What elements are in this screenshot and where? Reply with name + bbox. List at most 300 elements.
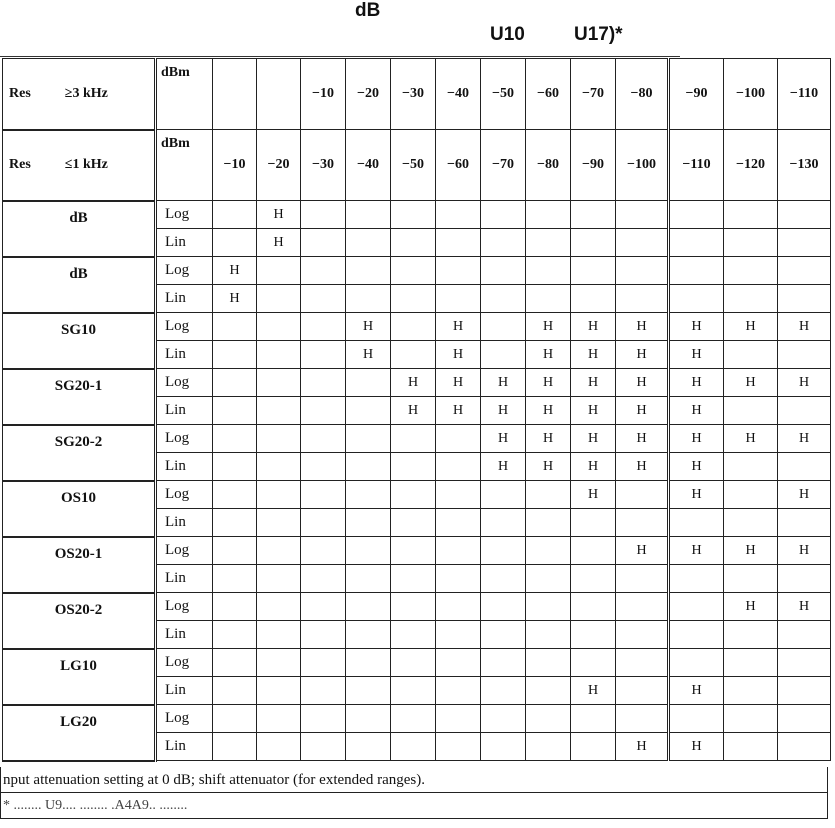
table-cell [346, 733, 391, 761]
row-label: SG10 [3, 313, 156, 369]
table-cell [571, 537, 616, 565]
table-cell [571, 733, 616, 761]
table-cell [346, 593, 391, 621]
table-cell [724, 649, 778, 677]
mode-label: Lin [156, 285, 213, 313]
res-le1-level: −50 [391, 130, 436, 201]
res-le1-row [3, 130, 831, 201]
table-cell [391, 705, 436, 733]
table-cell [391, 649, 436, 677]
table-cell [301, 313, 346, 341]
table-cell [346, 229, 391, 257]
table-cell: H [669, 481, 724, 509]
table-cell [616, 201, 669, 229]
header-u17: U17)* [574, 24, 623, 45]
attenuation-table [2, 58, 831, 762]
table-cell: H [616, 369, 669, 397]
table-cell [213, 425, 257, 453]
table-cell [346, 537, 391, 565]
table-cell [778, 341, 831, 369]
table-cell [436, 733, 481, 761]
res-ge3-res-text: Res [9, 85, 31, 101]
table-cell: H [346, 341, 391, 369]
table-cell [778, 509, 831, 537]
table-cell [213, 537, 257, 565]
table-cell [669, 705, 724, 733]
res-ge3-level: −40 [436, 59, 481, 130]
table-cell [778, 229, 831, 257]
table-cell [213, 509, 257, 537]
table-cell [724, 621, 778, 649]
table-row [3, 649, 831, 677]
table-cell [301, 369, 346, 397]
res-le1-level: −110 [669, 130, 724, 201]
res-ge3-level [257, 59, 301, 130]
table-cell [391, 677, 436, 705]
table-cell [778, 565, 831, 593]
header-db: dB [355, 0, 381, 21]
table-cell [526, 201, 571, 229]
table-cell: H [526, 425, 571, 453]
table-cell: H [571, 677, 616, 705]
table-cell [213, 453, 257, 481]
table-cell: H [526, 341, 571, 369]
top-rule [0, 56, 680, 57]
mode-label: Log [156, 593, 213, 621]
mode-label: Log [156, 313, 213, 341]
table-cell [213, 481, 257, 509]
table-cell [391, 565, 436, 593]
table-cell [257, 593, 301, 621]
table-cell: H [571, 481, 616, 509]
table-cell [616, 649, 669, 677]
table-cell [257, 369, 301, 397]
table-cell [669, 565, 724, 593]
res-le1-level: −60 [436, 130, 481, 201]
footnote-u9: * ........ U9.... ........ .A4A9.. ........ [0, 793, 828, 819]
table-cell [526, 649, 571, 677]
table-cell [436, 565, 481, 593]
table-cell [301, 509, 346, 537]
res-le1-level: −120 [724, 130, 778, 201]
table-cell [391, 537, 436, 565]
table-cell [391, 593, 436, 621]
table-cell [526, 229, 571, 257]
table-cell [616, 565, 669, 593]
table-cell: H [481, 425, 526, 453]
table-row [3, 369, 831, 397]
table-cell [257, 257, 301, 285]
table-cell [778, 397, 831, 425]
table-cell [481, 705, 526, 733]
table-cell [436, 649, 481, 677]
table-cell: H [778, 313, 831, 341]
res-le1-res-text: Res [9, 157, 31, 172]
table-cell: H [346, 313, 391, 341]
table-row [3, 425, 831, 453]
table-cell [436, 257, 481, 285]
table-cell: H [481, 397, 526, 425]
table-cell: H [391, 397, 436, 425]
table-cell [301, 565, 346, 593]
table-cell [391, 257, 436, 285]
res-ge3-row [3, 59, 831, 130]
row-label: SG20-1 [3, 369, 156, 425]
table-cell: H [571, 313, 616, 341]
table-cell [616, 677, 669, 705]
table-cell [257, 425, 301, 453]
table-cell: H [724, 593, 778, 621]
table-cell [526, 593, 571, 621]
table-cell: H [436, 369, 481, 397]
table-cell [481, 313, 526, 341]
table-cell [571, 229, 616, 257]
table-cell: H [571, 453, 616, 481]
table-cell: H [669, 677, 724, 705]
mode-label: Lin [156, 397, 213, 425]
table-cell: H [669, 453, 724, 481]
table-cell [436, 677, 481, 705]
table-cell: H [616, 425, 669, 453]
mode-label: Lin [156, 229, 213, 257]
table-cell [481, 621, 526, 649]
table-cell [257, 313, 301, 341]
table-cell [257, 705, 301, 733]
table-cell [481, 509, 526, 537]
res-ge3-level: −90 [669, 59, 724, 130]
table-cell [778, 257, 831, 285]
table-cell [213, 593, 257, 621]
res-le1-level: −130 [778, 130, 831, 201]
table-cell [571, 621, 616, 649]
row-label: LG20 [3, 705, 156, 761]
table-cell [526, 705, 571, 733]
table-cell [346, 565, 391, 593]
table-cell [213, 201, 257, 229]
table-cell: H [436, 397, 481, 425]
table-cell [346, 621, 391, 649]
table-cell [436, 481, 481, 509]
table-cell [301, 285, 346, 313]
table-row [3, 705, 831, 733]
table-cell [257, 537, 301, 565]
table-cell [346, 453, 391, 481]
res-le1-level: −30 [301, 130, 346, 201]
table-cell [213, 733, 257, 761]
table-cell [301, 593, 346, 621]
table-row [3, 481, 831, 509]
table-cell [526, 733, 571, 761]
table-cell [526, 285, 571, 313]
mode-label: Log [156, 705, 213, 733]
table-cell: H [616, 313, 669, 341]
table-cell [724, 733, 778, 761]
table-cell [436, 705, 481, 733]
res-le1-unit: dBm [156, 130, 213, 201]
mode-label: Lin [156, 621, 213, 649]
res-ge3-level: −80 [616, 59, 669, 130]
table-cell [481, 285, 526, 313]
table-cell [436, 593, 481, 621]
table-cell [616, 229, 669, 257]
table-cell [257, 453, 301, 481]
table-cell [213, 397, 257, 425]
res-ge3-label [3, 59, 156, 130]
table-cell [257, 621, 301, 649]
mode-label: Lin [156, 341, 213, 369]
table-cell [481, 201, 526, 229]
table-cell [301, 537, 346, 565]
table-cell [301, 677, 346, 705]
table-cell [669, 621, 724, 649]
res-le1-level: −20 [257, 130, 301, 201]
table-cell [257, 509, 301, 537]
table-cell [778, 621, 831, 649]
table-cell [778, 285, 831, 313]
res-ge3-level: −70 [571, 59, 616, 130]
table-cell [616, 621, 669, 649]
mode-label: Log [156, 201, 213, 229]
table-cell [257, 481, 301, 509]
table-cell: H [778, 369, 831, 397]
table-cell [616, 481, 669, 509]
table-cell [724, 677, 778, 705]
table-row [3, 313, 831, 341]
table-cell [724, 509, 778, 537]
table-cell [391, 285, 436, 313]
table-cell [481, 733, 526, 761]
table-row [3, 201, 831, 229]
table-cell [391, 201, 436, 229]
table-cell [481, 593, 526, 621]
table-cell [481, 341, 526, 369]
res-ge3-level [213, 59, 257, 130]
mode-label: Log [156, 649, 213, 677]
table-cell [301, 341, 346, 369]
table-cell [481, 537, 526, 565]
table-cell: H [526, 313, 571, 341]
table-cell [526, 677, 571, 705]
table-cell [436, 201, 481, 229]
table-cell [778, 733, 831, 761]
table-cell [346, 649, 391, 677]
table-cell [724, 201, 778, 229]
res-le1-level: −80 [526, 130, 571, 201]
res-ge3-bandwidth: ≥3 kHz [64, 85, 108, 101]
res-ge3-level: −110 [778, 59, 831, 130]
res-ge3-level: −60 [526, 59, 571, 130]
table-cell: H [669, 397, 724, 425]
table-cell [669, 593, 724, 621]
table-cell [669, 649, 724, 677]
table-cell: H [391, 369, 436, 397]
table-cell: H [669, 537, 724, 565]
table-cell: H [669, 313, 724, 341]
table-cell: H [724, 425, 778, 453]
table-row [3, 593, 831, 621]
table-cell [571, 649, 616, 677]
table-cell [724, 481, 778, 509]
table-cell [616, 285, 669, 313]
table-cell [436, 285, 481, 313]
table-cell [436, 509, 481, 537]
row-label: dB [3, 257, 156, 313]
table-cell [213, 649, 257, 677]
table-cell: H [724, 537, 778, 565]
table-cell: H [616, 453, 669, 481]
table-cell [301, 397, 346, 425]
table-cell [436, 229, 481, 257]
table-cell [669, 257, 724, 285]
footnote-attenuation: nput attenuation setting at 0 dB; shift attenuator (for extended ranges). [0, 767, 828, 793]
table-cell [724, 453, 778, 481]
table-cell: H [724, 313, 778, 341]
table-cell [778, 649, 831, 677]
table-cell [436, 537, 481, 565]
table-cell: H [616, 397, 669, 425]
table-cell [391, 313, 436, 341]
table-cell [571, 593, 616, 621]
table-cell: H [571, 341, 616, 369]
res-ge3-level: −20 [346, 59, 391, 130]
table-cell: H [778, 425, 831, 453]
table-row [3, 257, 831, 285]
table-cell [481, 481, 526, 509]
row-label: OS20-1 [3, 537, 156, 593]
table-cell [213, 621, 257, 649]
table-cell [391, 425, 436, 453]
table-cell: H [571, 397, 616, 425]
table-cell [257, 397, 301, 425]
table-cell [724, 341, 778, 369]
table-cell: H [669, 341, 724, 369]
table-cell [526, 621, 571, 649]
row-label: OS20-2 [3, 593, 156, 649]
table-cell [346, 677, 391, 705]
table-cell [724, 229, 778, 257]
table-cell: H [436, 313, 481, 341]
table-cell [391, 509, 436, 537]
table-cell [436, 453, 481, 481]
table-cell [571, 257, 616, 285]
table-cell [526, 565, 571, 593]
row-label: dB [3, 201, 156, 257]
table-cell: H [616, 537, 669, 565]
mode-label: Log [156, 425, 213, 453]
table-cell [571, 565, 616, 593]
table-cell: H [526, 397, 571, 425]
table-cell: H [213, 257, 257, 285]
table-cell [346, 257, 391, 285]
table-cell: H [257, 201, 301, 229]
table-cell [346, 397, 391, 425]
table-cell [571, 509, 616, 537]
table-cell [436, 621, 481, 649]
table-cell [257, 649, 301, 677]
table-cell [616, 509, 669, 537]
table-cell [481, 677, 526, 705]
table-cell [669, 229, 724, 257]
res-le1-level: −100 [616, 130, 669, 201]
table-cell [571, 705, 616, 733]
table-cell [257, 285, 301, 313]
res-le1-level: −10 [213, 130, 257, 201]
table-cell [346, 481, 391, 509]
table-cell [301, 201, 346, 229]
table-cell [301, 425, 346, 453]
table-cell [213, 369, 257, 397]
row-label: SG20-2 [3, 425, 156, 481]
table-cell [526, 537, 571, 565]
table-cell [213, 705, 257, 733]
table-cell: H [669, 425, 724, 453]
table-cell: H [481, 369, 526, 397]
table-cell [724, 285, 778, 313]
table-cell: H [526, 453, 571, 481]
mode-label: Lin [156, 677, 213, 705]
table-cell [571, 201, 616, 229]
table-cell: H [257, 229, 301, 257]
table-cell [257, 733, 301, 761]
mode-label: Lin [156, 453, 213, 481]
table-cell [301, 705, 346, 733]
table-cell [213, 341, 257, 369]
table-cell [213, 229, 257, 257]
table-cell [724, 397, 778, 425]
table-cell [778, 705, 831, 733]
table-cell [724, 565, 778, 593]
table-cell [213, 313, 257, 341]
table-cell [257, 565, 301, 593]
mode-label: Lin [156, 565, 213, 593]
res-ge3-level: −100 [724, 59, 778, 130]
table-cell [724, 257, 778, 285]
table-cell [616, 593, 669, 621]
table-cell [301, 453, 346, 481]
table-cell [481, 649, 526, 677]
table-cell [391, 733, 436, 761]
table-cell [301, 649, 346, 677]
table-cell [301, 229, 346, 257]
table-cell [778, 677, 831, 705]
table-cell [669, 509, 724, 537]
table-cell [346, 201, 391, 229]
table-cell [724, 705, 778, 733]
table-cell: H [571, 425, 616, 453]
mode-label: Lin [156, 509, 213, 537]
table-cell [257, 677, 301, 705]
table-cell: H [571, 369, 616, 397]
table-cell [301, 257, 346, 285]
table-cell [481, 565, 526, 593]
table-cell [481, 229, 526, 257]
table-cell [257, 341, 301, 369]
table-cell [616, 257, 669, 285]
table-cell: H [669, 369, 724, 397]
table-cell [346, 369, 391, 397]
mode-label: Log [156, 369, 213, 397]
table-cell [526, 509, 571, 537]
res-le1-bandwidth: ≤1 kHz [64, 157, 108, 172]
table-cell: H [724, 369, 778, 397]
table-cell: H [436, 341, 481, 369]
table-cell [669, 201, 724, 229]
table-cell [391, 621, 436, 649]
table-cell [481, 257, 526, 285]
table-cell [616, 705, 669, 733]
row-label: OS10 [3, 481, 156, 537]
table-cell: H [481, 453, 526, 481]
